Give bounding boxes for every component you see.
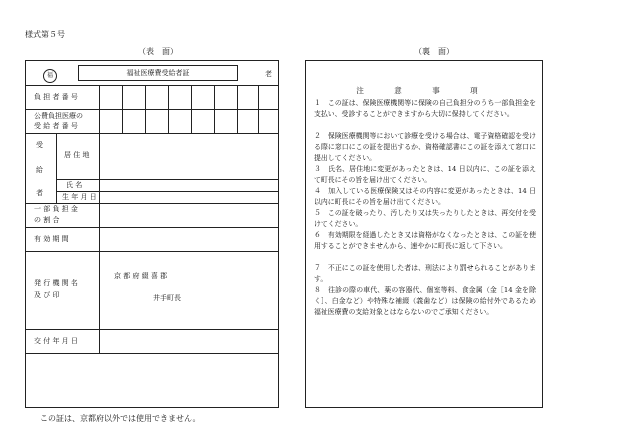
issuer-label-1: 発 行 機 関 名 <box>34 279 78 287</box>
note-item: ４ 加入している医療保険又はその内容に変更があったときは、14 日以内に町長にその旨を届け出てください。 <box>314 187 536 206</box>
partial-burden-label-1: 一 部 負 担 金 <box>34 205 78 213</box>
recipient-divider <box>56 133 57 203</box>
back-side-label: （裏 面） <box>414 47 454 56</box>
issuer-label-2: 及 び 印 <box>34 291 60 299</box>
note-item: ８ 往診の際の車代、薬の容器代、個室等料、食金属（金［14 金を除く］、白金など）や特殊な補綴（義歯など）は保険の給付外であるため福祉医療費の支給対象とはならないのでご承知ください。 <box>314 286 536 316</box>
recipient-label-3: 者 <box>36 189 43 197</box>
front-card <box>25 60 279 408</box>
row-divider <box>26 227 278 228</box>
row-divider <box>26 85 278 86</box>
address-label: 居 住 地 <box>64 151 90 159</box>
note-item: ３ 氏名、居住地に変更があったときは、14 日以内に、この証を添えて町長にその旨を届け出てください。 <box>314 165 536 184</box>
name-label: 氏 名 <box>66 181 83 189</box>
front-side-label: （表 面） <box>138 47 178 56</box>
row-divider <box>26 133 278 134</box>
back-card <box>305 60 543 408</box>
valid-period-label: 有 効 期 間 <box>34 235 69 243</box>
row-divider <box>26 329 278 330</box>
notes-title: 注 意 事 項 <box>356 86 492 95</box>
note-item: ７ 不正にこの証を使用した者は、刑法により罰せられることがあります。 <box>314 264 536 283</box>
recipient-label-2: 給 <box>36 166 43 174</box>
form-number: 様式第５号 <box>25 30 65 39</box>
note-item: １ この証は、保険医療機関等に保険の自己負担分のうち一部負担金を支払い、受診することができますから大切に保持してください。 <box>314 99 536 118</box>
issuer-name: 京 都 府 綴 喜 郡 <box>114 272 168 280</box>
birth-date-label: 生 年 月 日 <box>62 193 97 201</box>
note-item: ６ 有効期限を経過したとき又は資格がなくなったときは、この証を使用することができませんから、速やかに町長に返して下さい。 <box>314 231 536 250</box>
row-divider <box>26 109 278 110</box>
row-divider <box>26 353 278 354</box>
recipient-label-1: 受 <box>36 141 43 149</box>
note-item: ５ この証を破ったり、汚したり又は失ったりしたときは、再交付を受けてください。 <box>314 209 536 228</box>
partial-burden-label-2: の 割 合 <box>34 216 60 224</box>
card-title: 福祉医療費受給者証 <box>78 65 238 81</box>
note-item: ２ 保険医療機関等において診療を受ける場合は、電子資格確認を受ける際に窓口にこの証を提出するか、資格確認書にこの証を添えて窓口に提出してください。 <box>314 132 536 162</box>
public-payer-label-1: 公費負担医療の <box>34 112 83 120</box>
row-divider <box>26 203 278 204</box>
row-divider <box>26 251 278 252</box>
row-divider <box>56 191 278 192</box>
issuer-town: 井手町長 <box>153 294 181 302</box>
payer-number-label: 負 担 者 番 号 <box>34 93 78 101</box>
elderly-mark: 老 <box>265 70 272 78</box>
label-divider <box>99 85 100 353</box>
fuku-seal-icon: 福 <box>43 69 57 83</box>
footer-note: この証は、京都府以外では使用できません。 <box>40 414 201 423</box>
issue-date-label: 交 付 年 月 日 <box>34 337 78 345</box>
row-divider <box>56 179 278 180</box>
public-payer-label-2: 受 給 者 番 号 <box>34 122 78 130</box>
